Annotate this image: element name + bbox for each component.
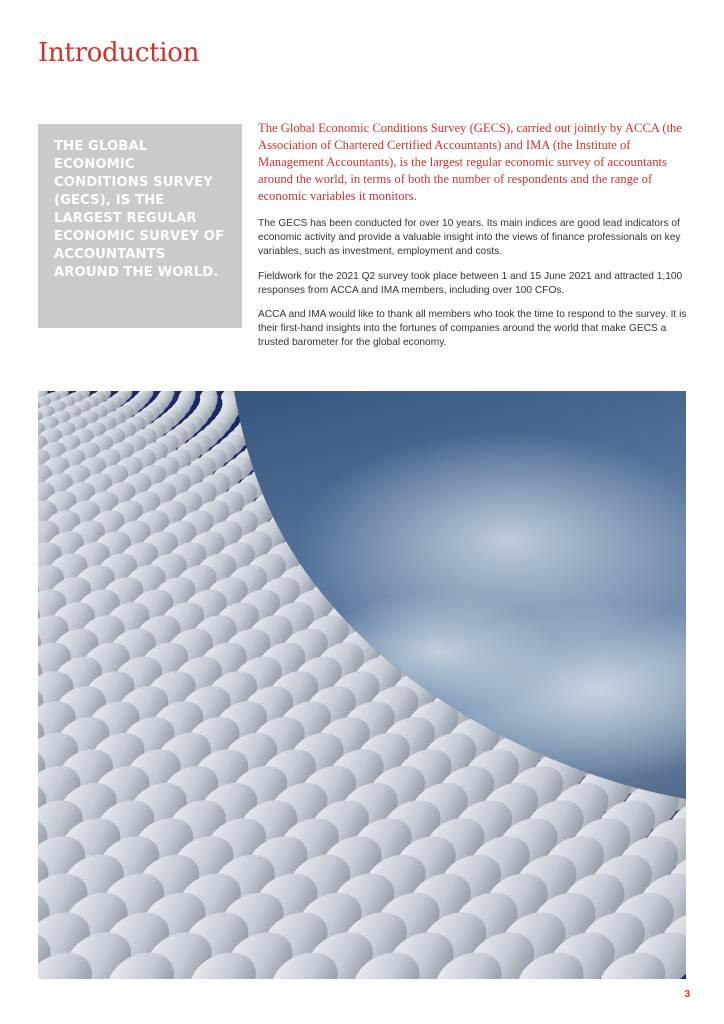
pull-quote-box [38,124,242,328]
lead-paragraph: The Global Economic Conditions Survey (GECS), carried out jointly by ACCA (the Association of Chartered Certified Accountants) and IMA (the Institute of Management Accountants), is the largest regular economic survey of accountants around the world, in terms of both the number of respondents and the range of economic variables it monitors. [258,121,682,203]
body-paragraph-2: Fieldwork for the 2021 Q2 survey took place between 1 and 15 June 2021 and attracted 1,100 responses from ACCA and IMA members, including over 100 CFOs. [258,270,683,296]
building-facade-image [38,391,686,979]
page-title: Introduction [38,38,200,68]
body-column [258,120,688,361]
pull-quote-text: THE GLOBAL ECONOMIC CONDITIONS SURVEY (GECS), IS THE LARGEST REGULAR ECONOMIC SURVEY OF ACCOUNTANTS AROUND THE WORLD. [54,139,225,280]
body-paragraph-1: The GECS has been conducted for over 10 years. Its main indices are good lead indicators of economic activity and provide a valuable insight into the views of finance professionals on key variables, such as investment, employment and costs. [258,218,681,258]
hero-image [38,391,686,979]
body-paragraph-3: ACCA and IMA would like to thank all members who took the time to respond to the survey. It is their first-hand insights into the fortunes of companies around the world that make GECS a trusted barometer for the global economy. [258,309,687,349]
page-number: 3 [684,989,690,1000]
